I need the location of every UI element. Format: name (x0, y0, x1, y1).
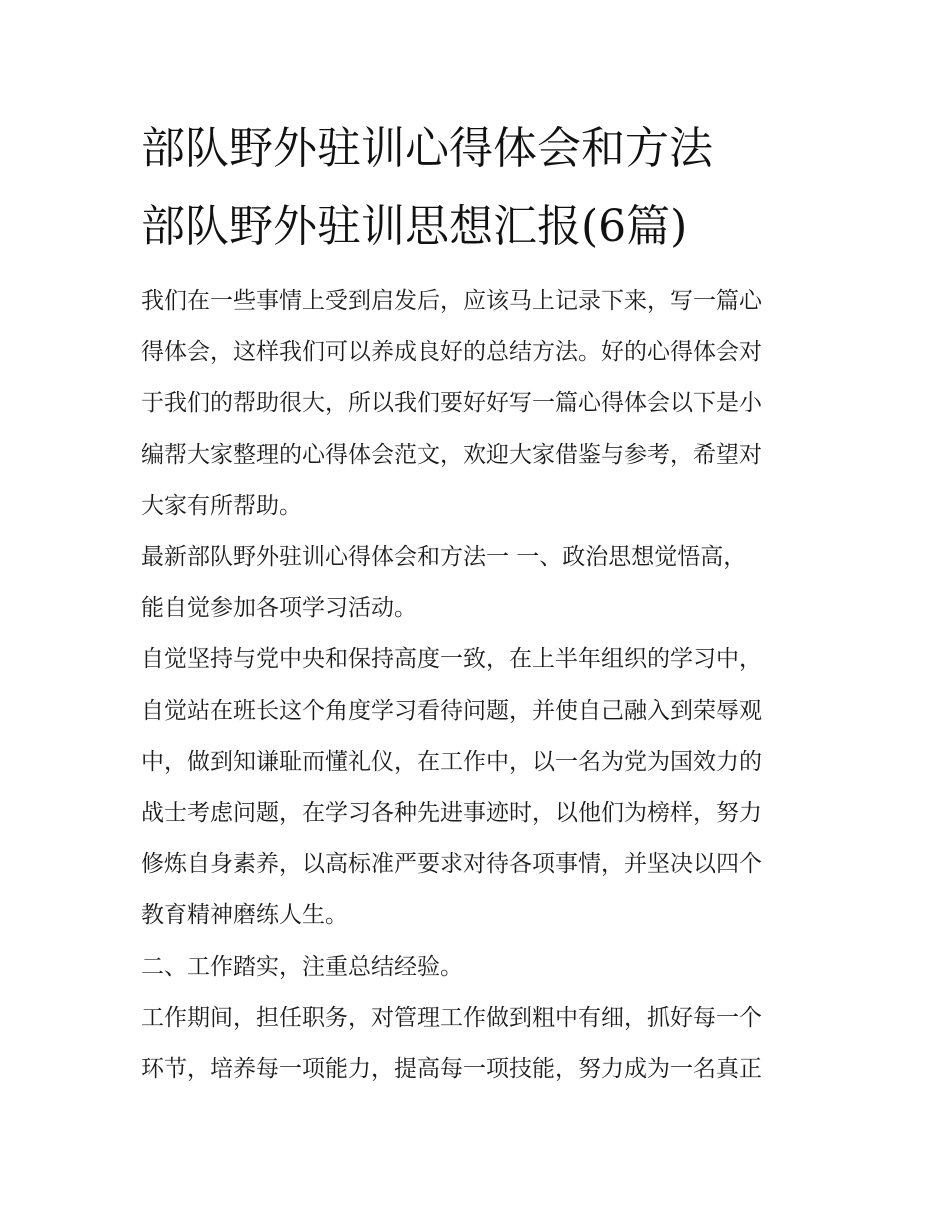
paragraph-political-study: 自觉坚持与党中央和保持高度一致，在上半年组织的学习中， 自觉站在班长这个角度学习看待问题，并使自己融入到荣辱观 中，做到知谦耻而懂礼仪，在工作中，以一名为党为国效力的 战士考虑问题，在学习各种先进事迹时，以他们为榜样，努力 修炼自身素养，以高标准严要求对待各项事情，并坚决以四个 教育精神磨练人生。 (141, 646, 762, 929)
paragraph-work-experience: 工作期间，担任职务，对管理工作做到粗中有细，抓好每一个 环节，培养每一项能力，提高每一项技能，努力成为一名真正 (141, 1004, 762, 1083)
document-body (141, 276, 821, 1095)
document-title: 部队野外驻训心得体会和方法 部队野外驻训思想汇报(6篇) (141, 123, 713, 252)
paragraph-section-two-heading: 二、工作踏实，注重总结经验。 (141, 953, 463, 980)
paragraph-intro: 我们在一些事情上受到启发后，应该马上记录下来，写一篇心 得体会，这样我们可以养成良好的总结方法。好的心得体会对 于我们的帮助很大，所以我们要好好写一篇心得体会以下是小 编帮大家整理的心得体会范文，欢迎大家借鉴与参考，希望对 大家有所帮助。 (141, 288, 762, 519)
paragraph-section-one-heading: 最新部队野外驻训心得体会和方法一 一、政治思想觉悟高， 能自觉参加各项学习活动。 (141, 544, 747, 622)
